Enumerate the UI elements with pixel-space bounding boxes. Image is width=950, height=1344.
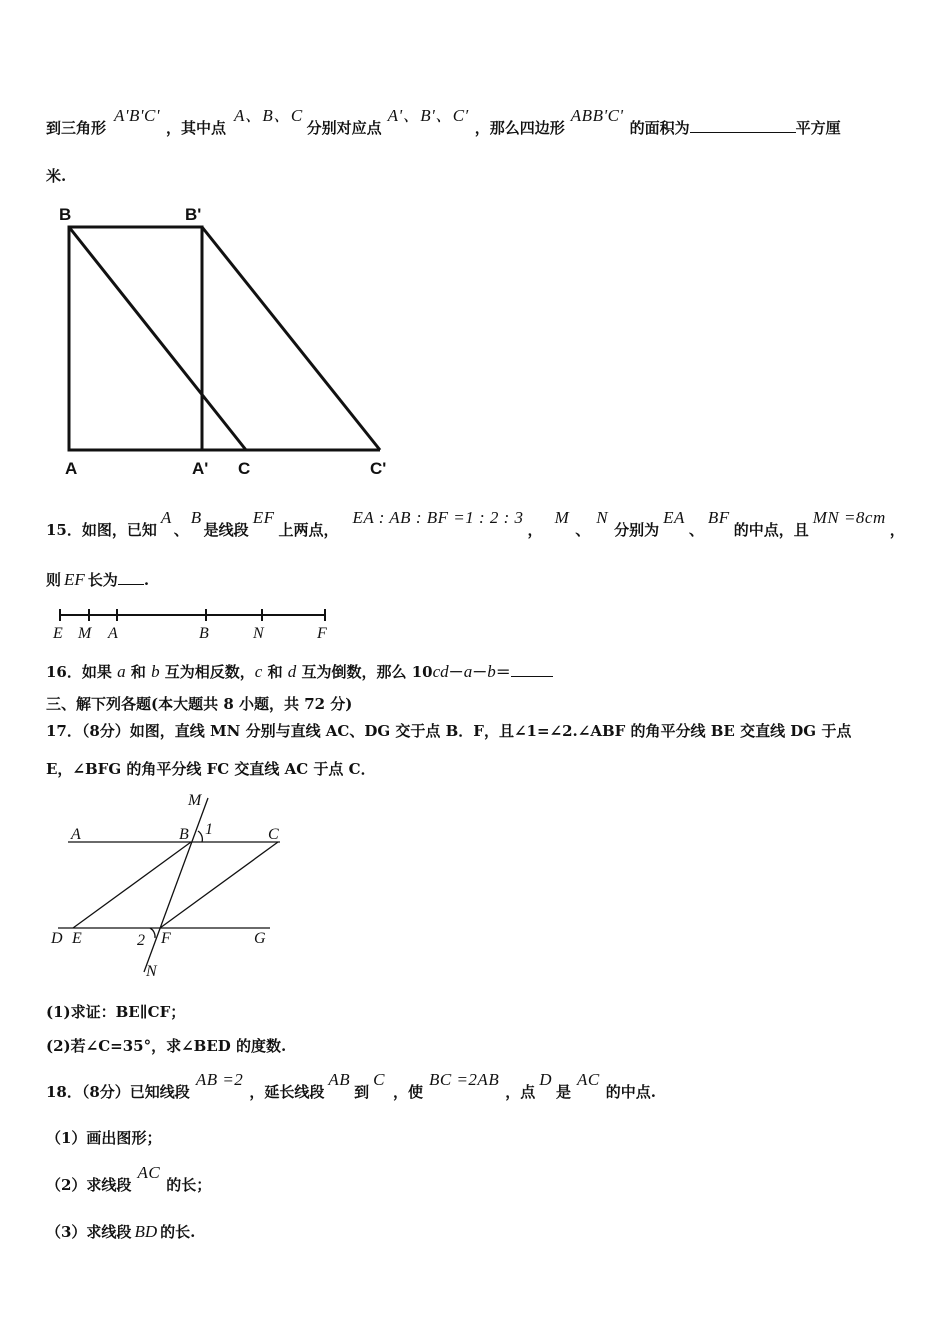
problem18-q1: （1）画出图形；	[46, 1129, 162, 1147]
svg-text:N: N	[146, 963, 157, 980]
problem16: 16．如果 a 和 b 互为相反数，c 和 d 互为倒数，那么 10cd－a－b＝	[46, 662, 553, 682]
problem18-q2: （2）求线段AC的长；	[46, 1163, 212, 1194]
svg-text:B: B	[179, 826, 189, 843]
label-E: E	[53, 625, 63, 642]
angle-2-label: 2	[137, 932, 145, 949]
problem18-q3: （3）求线段 BD 的长.	[46, 1222, 196, 1241]
label-C-prime: C'	[370, 459, 387, 478]
label-M: M	[78, 625, 92, 642]
label-C: C	[238, 459, 251, 478]
label-B-prime: B'	[185, 205, 202, 224]
problem15-line2: 则 EF 长为 .	[46, 570, 150, 589]
segment-fc	[160, 842, 278, 928]
svg-text:A: A	[71, 826, 81, 843]
angle-2-arc	[150, 928, 155, 938]
problem18-line1: 18．（8分）已知线段AB =2，延长线段AB到C，使BC =2AB，点D是AC的中点.	[46, 1070, 656, 1101]
math-points-abc: A、B、C	[234, 106, 303, 125]
problem17-line1: 17．（8分）如图，直线 MN 分别与直线 AC、DG 交于点 B．F，且∠1=∠2.∠ABF 的角平分线 BE 交直线 DG 于点	[46, 722, 852, 740]
answer-blank-15[interactable]	[118, 584, 144, 585]
problem15-line1: 15．如图，已知A、B是线段EF上两点，EA : AB : BF =1 : 2 : 3，M、N分别为EA、BF的中点，且MN =8cm，	[46, 508, 905, 539]
svg-text:M: M	[188, 792, 202, 809]
math-points-abc-prime: A'、B'、C′	[387, 106, 469, 125]
problem14-line2: 米.	[46, 167, 67, 185]
angle-1-arc	[198, 831, 202, 842]
math-ratio: EA : AB : BF =1 : 2 : 3	[352, 508, 524, 527]
rectangle-abb-a	[69, 227, 202, 450]
svg-text:F: F	[161, 930, 171, 947]
problem17-line2: E，∠BFG 的角平分线 FC 交直线 AC 于点 C．	[46, 760, 376, 778]
figure-translated-triangle	[50, 200, 410, 480]
figure-segment-ef	[50, 605, 350, 645]
angle-1-label: 1	[205, 821, 213, 838]
segment-b1c1	[202, 227, 380, 450]
label-B: B	[59, 205, 72, 224]
svg-text:D: D	[51, 930, 63, 947]
segment-bc	[69, 227, 246, 450]
segment-be	[73, 842, 191, 928]
math-triangle-image: A'B'C'	[114, 106, 161, 125]
label-A-prime: A'	[192, 459, 209, 478]
math-quadrilateral: ABB'C'	[570, 106, 624, 125]
problem17-q2: (2)若∠C=35°，求∠BED 的度数.	[46, 1037, 287, 1055]
section3-heading: 三、解下列各题(本大题共 8 小题，共 72 分)	[46, 695, 353, 713]
answer-blank-14[interactable]	[690, 132, 796, 133]
label-N: N	[253, 625, 264, 642]
svg-text:E: E	[72, 930, 82, 947]
line-mn	[144, 798, 208, 972]
answer-blank-16[interactable]	[511, 676, 553, 677]
label-A: A	[108, 625, 118, 642]
label-F: F	[317, 625, 327, 642]
svg-text:G: G	[254, 930, 266, 947]
problem17-q1: (1)求证：BE∥CF；	[46, 1003, 186, 1021]
figure-parallel-lines	[48, 790, 308, 980]
label-A: A	[65, 459, 78, 478]
problem14-line1: 到三角形A'B'C'，其中点A、B、C分别对应点A'、B'、C′，那么四边形ABB'C'的面积为 平方厘	[46, 106, 841, 137]
math-mn-length: MN =8cm	[812, 508, 886, 527]
label-B: B	[199, 625, 209, 642]
svg-text:C: C	[268, 826, 279, 843]
